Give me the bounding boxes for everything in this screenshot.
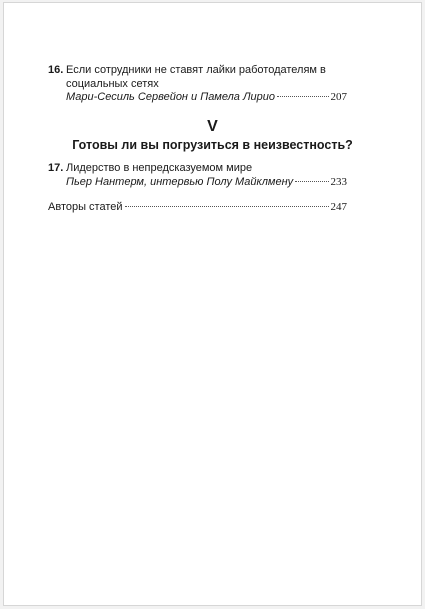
- chapter-number: 16.: [48, 64, 64, 76]
- chapter-title: Лидерство в непредсказуемом мире: [66, 162, 253, 174]
- authors-section-page-number: 247: [330, 201, 347, 213]
- toc-entry-17[interactable]: [48, 162, 347, 189]
- dot-leader: [295, 181, 328, 182]
- toc-entry-author-row: [48, 176, 347, 190]
- chapter-title: Если сотрудники не ставят лайки работодателям в социальных сетях: [66, 64, 326, 90]
- chapter-page-number: 207: [330, 91, 347, 103]
- dot-leader: [125, 206, 329, 207]
- part-numeral: V: [207, 118, 218, 135]
- toc-entry-authors[interactable]: [48, 201, 347, 213]
- toc-entry-16[interactable]: [48, 64, 347, 105]
- toc-entry-title-row: [48, 162, 347, 176]
- toc-entry-author-row: [48, 91, 347, 105]
- dot-leader: [277, 96, 329, 97]
- authors-section-label: Авторы статей: [48, 201, 123, 213]
- part-title: Готовы ли вы погрузиться в неизвестность?: [72, 138, 353, 152]
- toc-entry-title-row: [48, 64, 347, 91]
- chapter-page-number: 233: [330, 175, 347, 188]
- chapter-number: 17.: [48, 162, 64, 174]
- chapter-author: Мари-Сесиль Сервейон и Памела Лирио: [66, 91, 275, 103]
- chapter-author: Пьер Нантерм, интервью Полу Майклмену: [66, 175, 294, 188]
